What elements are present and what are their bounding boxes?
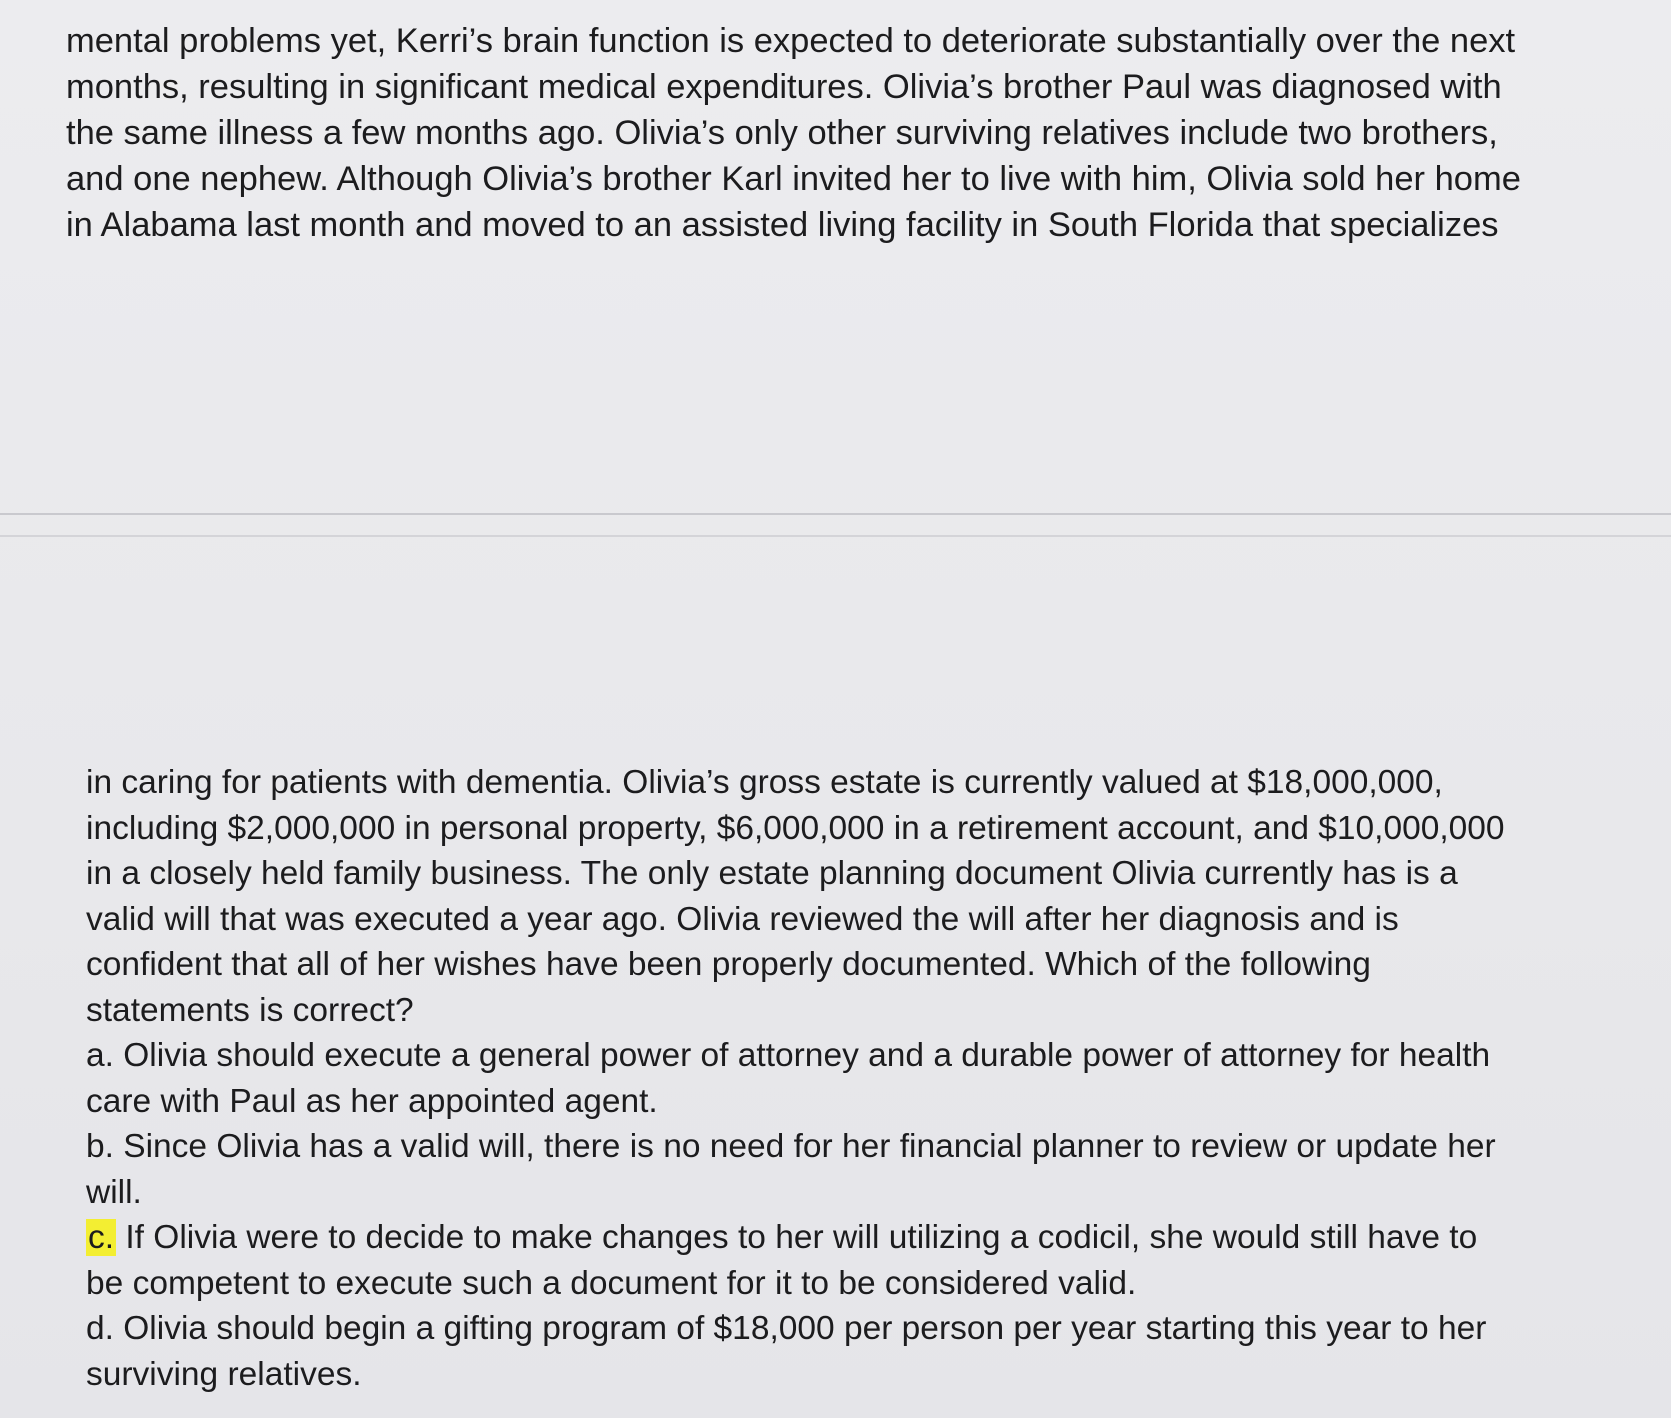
option-a-line: care with Paul as her appointed agent. <box>86 1082 658 1120</box>
option-c-text: If Olivia were to decide to make changes to her will utilizing a codicil, she would still have to <box>116 1219 1478 1256</box>
option-c-line: be competent to execute such a document for it to be considered valid. <box>86 1264 1137 1302</box>
option-b-line: b. Since Olivia has a valid will, there is no need for her financial planner to review or update her <box>86 1128 1496 1165</box>
option-a-line: a. Olivia should execute a general power of attorney and a durable power of attorney for health <box>86 1037 1491 1074</box>
question-paragraph-bottom <box>86 760 1505 1397</box>
question-paragraph-top <box>66 18 1521 248</box>
text-line: and one nephew. Although Olivia’s brother Karl invited her to live with him, Olivia sold her home <box>66 160 1521 198</box>
option-d-line: surviving relatives. <box>86 1355 362 1393</box>
text-line: in a closely held family business. The only estate planning document Olivia currently has is a <box>86 855 1458 892</box>
page-divider-shadow <box>0 535 1671 537</box>
option-b-line: will. <box>86 1173 142 1211</box>
option-c-highlight: c. <box>88 1219 115 1256</box>
text-line: including $2,000,000 in personal property, $6,000,000 in a retirement account, and $10,000,000 <box>86 809 1505 847</box>
text-line: in Alabama last month and moved to an assisted living facility in South Florida that specializes <box>66 206 1499 244</box>
text-line: in caring for patients with dementia. Olivia’s gross estate is currently valued at $18,000,000, <box>86 764 1443 801</box>
text-line: months, resulting in significant medical expenditures. Olivia’s brother Paul was diagnosed with <box>66 68 1502 106</box>
text-line: the same illness a few months ago. Olivia’s only other surviving relatives include two brothers, <box>66 114 1498 152</box>
page-divider <box>0 513 1671 515</box>
option-c-line <box>86 1215 1505 1261</box>
text-line: mental problems yet, Kerri’s brain function is expected to deteriorate substantially over the next <box>66 22 1516 60</box>
option-d-line: d. Olivia should begin a gifting program of $18,000 per person per year starting this year to her <box>86 1310 1487 1347</box>
text-line: valid will that was executed a year ago. Olivia reviewed the will after her diagnosis and is <box>86 900 1399 938</box>
text-line: statements is correct? <box>86 991 414 1029</box>
text-line: confident that all of her wishes have been properly documented. Which of the following <box>86 946 1371 983</box>
